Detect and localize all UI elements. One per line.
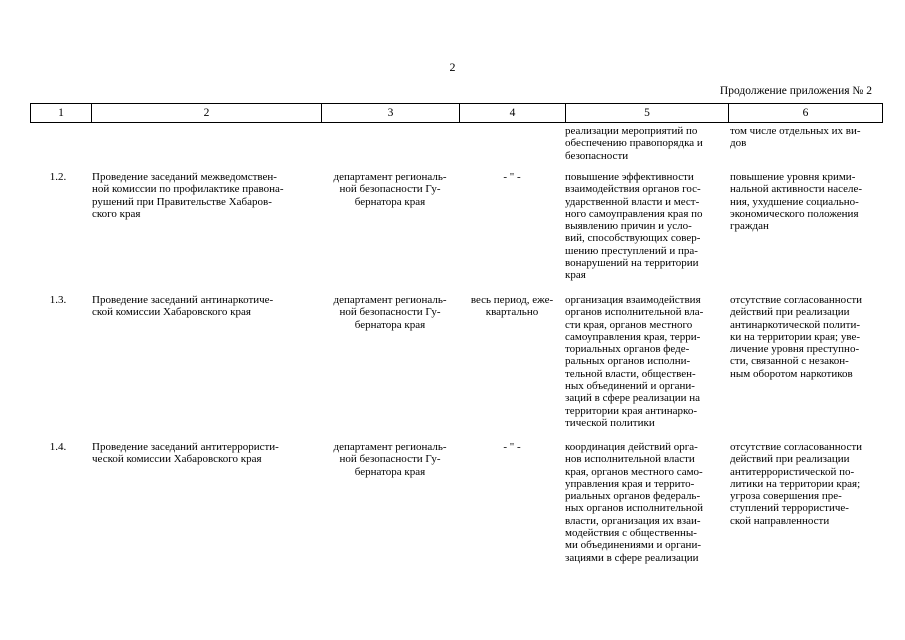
appendix-continuation-label: Продолжение приложения № 2 [719, 85, 872, 97]
row-consequence: отсутствие согласованности действий при реализации антитеррористической по- литики на территории края; угроза совершения пре- ступлений террористиче- ской направленности [730, 441, 863, 527]
carryover-consequence-text: том числе отдельных их ви- дов [730, 125, 861, 150]
row-period: весь период, еже- квартально [470, 294, 554, 319]
row-result: повышение эффективности взаимодействия органов гос- ударственной власти и мест- ного самоуправления края по выявлению причин и усло- вий, способствующих совер- шению преступлений и пра- вонарушений на территории края [565, 171, 703, 282]
row-result: организация взаимодействия органов исполнительной вла- сти края, органов местного самоуправления края, терри- ториальных органов феде- ральных органов исполни- тельной власти, обществен- ных объединений и органи- заций в сфере реализации на территории края антинарко- тической политики [565, 294, 704, 429]
carryover-result-text: реализации мероприятий по обеспечению правопорядка и безопасности [565, 125, 703, 162]
row-executor: департамент региональ- ной безопасности Гу- бернатора края [333, 294, 447, 331]
row-consequence: отсутствие согласованности действий при реализации антинаркотической полити- ки на территории края; уве- личение уровня преступно- сти, связанной с незакон- ным оборотом наркотиков [730, 294, 863, 380]
row-result: координация действий орга- нов исполнительной власти края, органов местного само- управления края и террито- риальных органов федераль- ных органов исполнительной власти, организация их взаи- модействия с общественны- ми объединениями и органи- зациями в сфере реализации [565, 441, 703, 564]
row-period: - " - [503, 441, 521, 453]
column-header-4: 4 [509, 107, 516, 119]
column-header-1: 1 [58, 107, 64, 119]
table-header-row [30, 103, 883, 123]
column-header-5: 5 [644, 107, 650, 119]
row-consequence: повышение уровня крими- нальной активности населе- ния, ухудшение социально- экономического положения граждан [730, 171, 863, 233]
column-header-2: 2 [203, 107, 210, 119]
page-number: 2 [449, 60, 456, 74]
row-number: 1.3. [49, 294, 67, 306]
row-event: Проведение заседаний антитеррористи- ческой комиссии Хабаровского края [92, 441, 279, 466]
column-header-3: 3 [387, 107, 394, 119]
row-number: 1.4. [49, 441, 67, 453]
row-executor: департамент региональ- ной безопасности Гу- бернатора края [333, 441, 447, 478]
column-header-6: 6 [802, 107, 809, 119]
row-number: 1.2. [49, 171, 67, 183]
row-executor: департамент региональ- ной безопасности Гу- бернатора края [333, 171, 447, 208]
row-event: Проведение заседаний антинаркотиче- ской комиссии Хабаровского края [92, 294, 274, 319]
row-period: - " - [503, 171, 521, 183]
row-event: Проведение заседаний межведомствен- ной комиссии по профилактике правона- рушений при Правительстве Хабаров- ского края [92, 171, 284, 220]
